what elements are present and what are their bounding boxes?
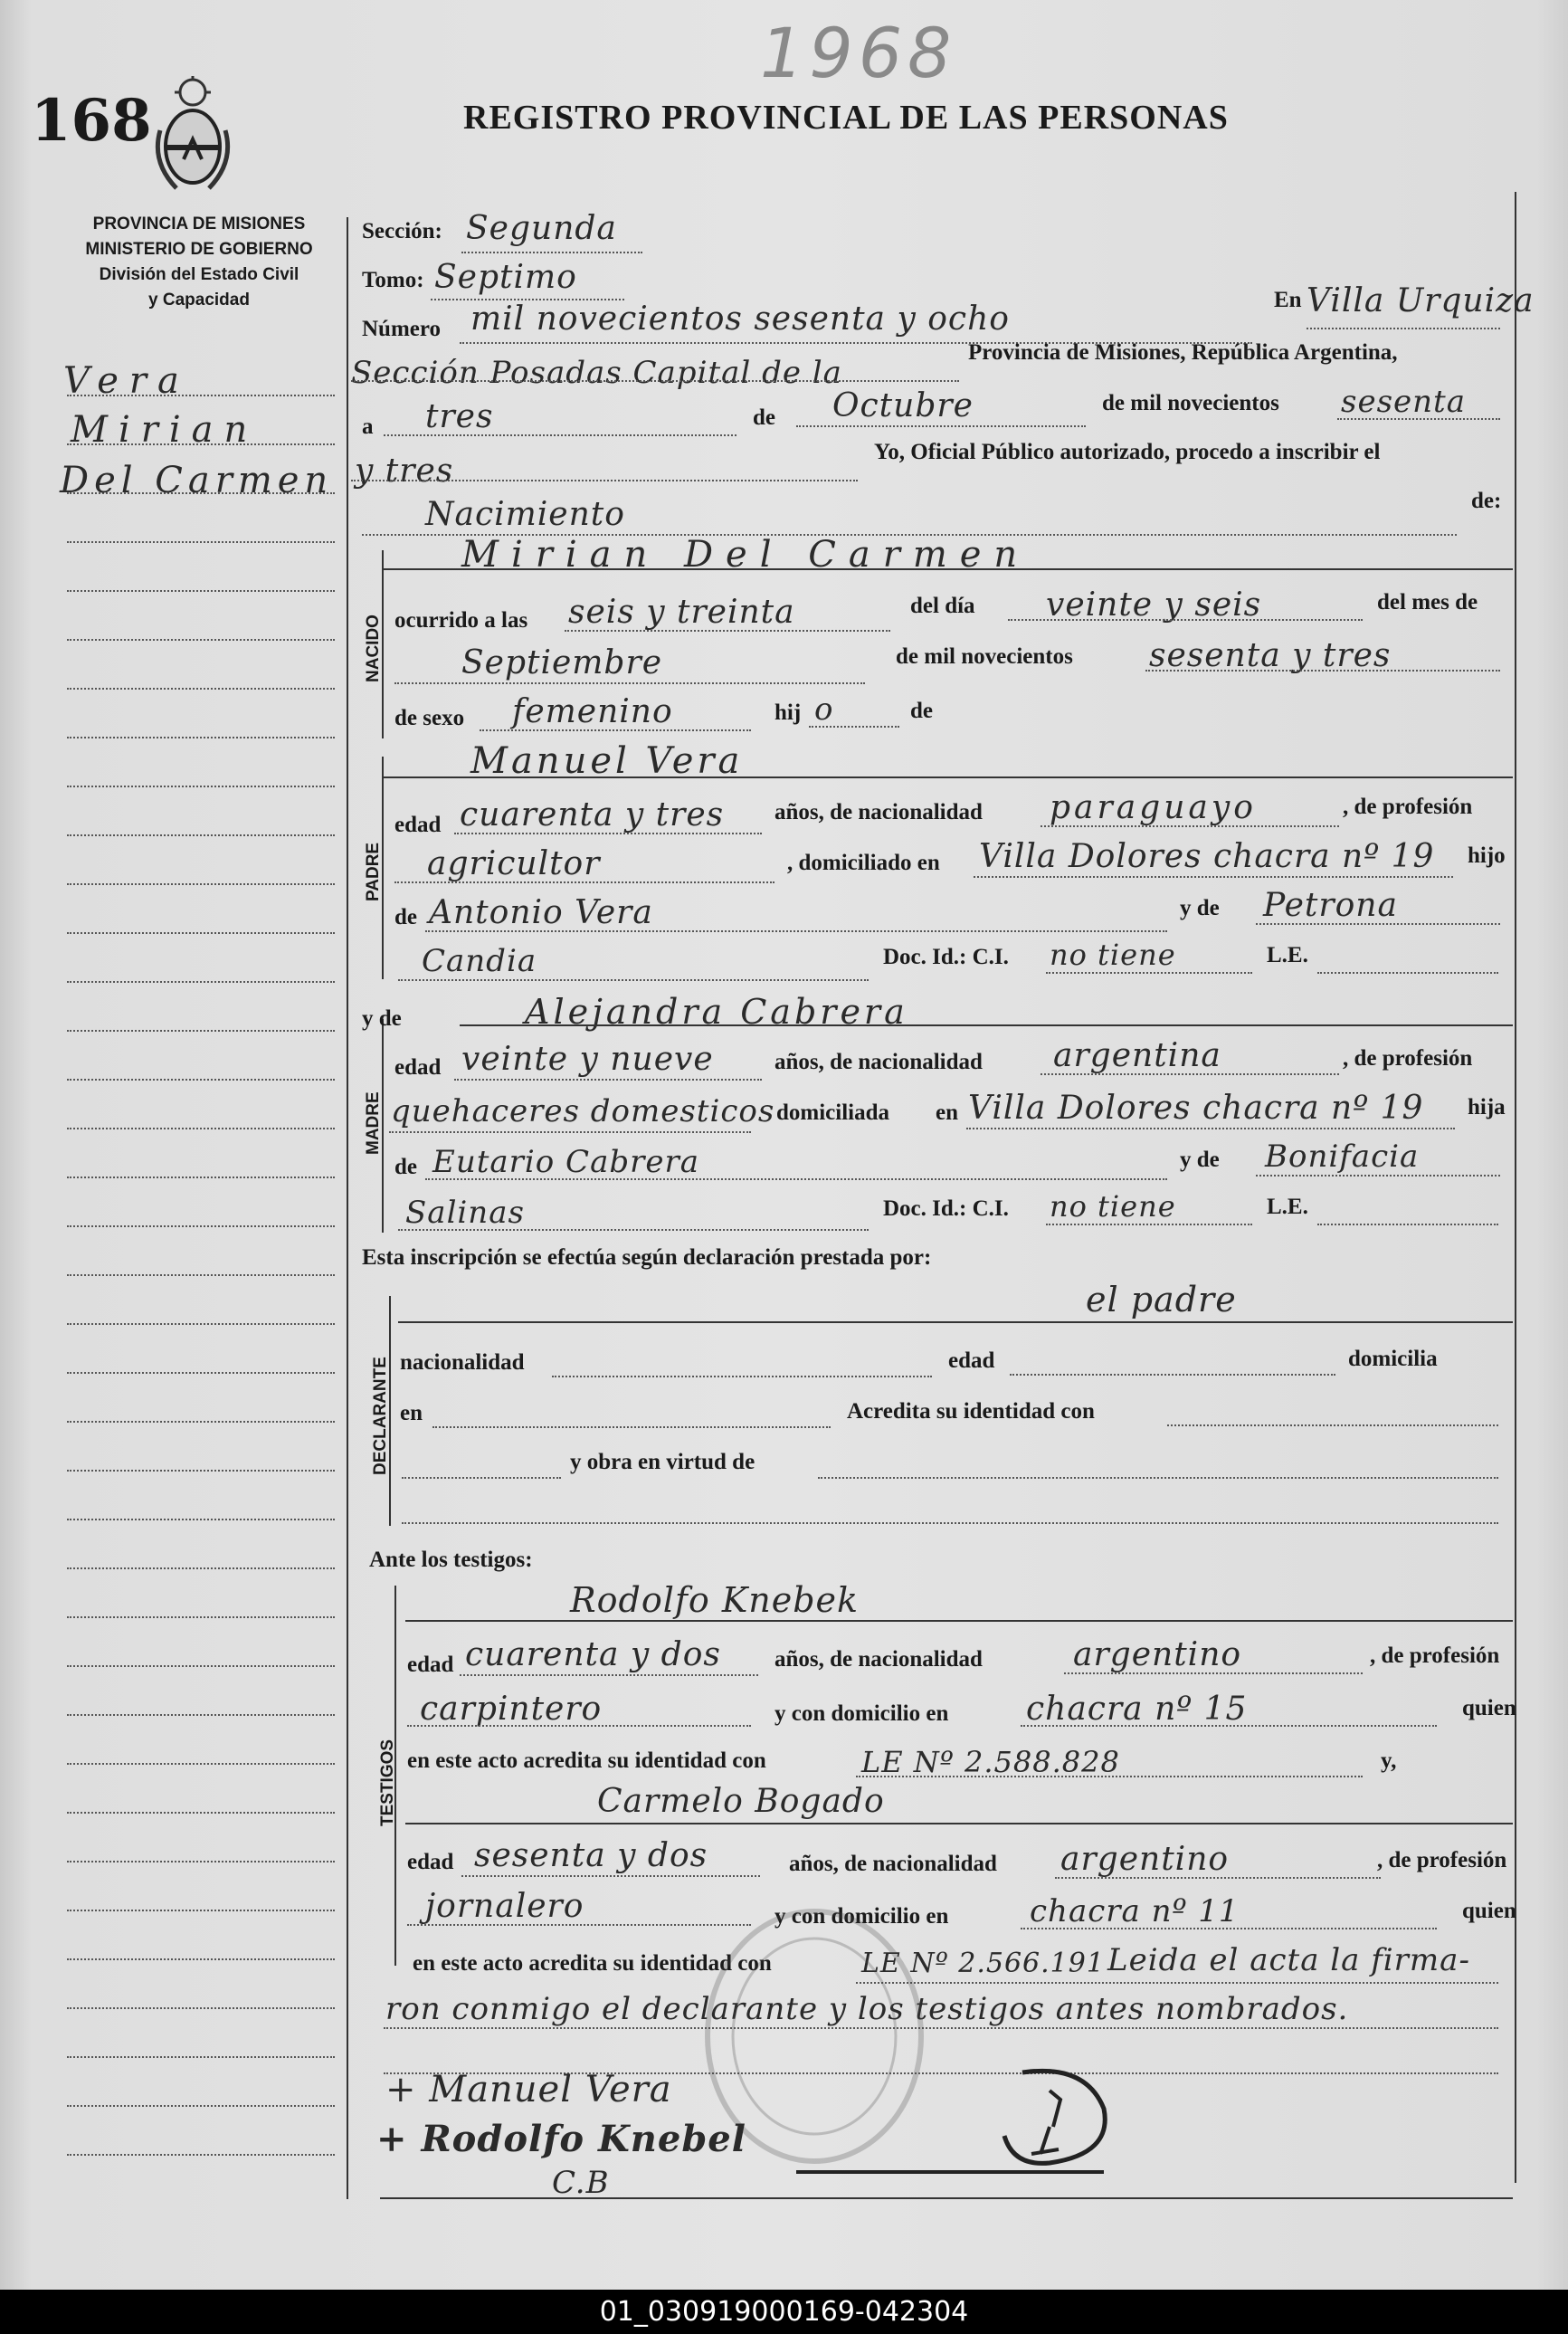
seccion-line: [461, 252, 642, 253]
padre-le-label: L.E.: [1267, 943, 1308, 967]
mil-nac-label: de mil novecientos: [896, 644, 1073, 669]
acto-value: Nacimiento: [425, 496, 625, 533]
anio-value2: y tres: [355, 453, 454, 490]
madre-nombre: Alejandra Cabrera: [525, 992, 908, 1032]
padre-doc-line: [1046, 972, 1252, 974]
madre-profesion-label: , de profesión: [1343, 1046, 1473, 1071]
t2-profesion-value: jornalero: [425, 1888, 584, 1925]
anio-nac-line: [1145, 670, 1500, 672]
de-label: de: [753, 405, 775, 430]
madre-domicilio-line: [966, 1128, 1455, 1129]
margin-ruled-line: [67, 1763, 335, 1765]
padre-madre-value: Petrona: [1263, 887, 1398, 924]
margin-ruled-line: [67, 1812, 335, 1814]
t2-nacionalidad-value: argentino: [1060, 1841, 1230, 1878]
t1-domicilio-value: chacra nº 15: [1026, 1691, 1248, 1728]
declarante-acredita-line: [1167, 1424, 1498, 1426]
madre-padre-line: [425, 1178, 1167, 1180]
padre-madre2-line: [398, 979, 869, 981]
margin-ruled-line: [67, 590, 335, 592]
madre-nacionalidad-value: argentina: [1053, 1037, 1221, 1074]
t2-nacionalidad-line: [1055, 1877, 1381, 1879]
declarante-en-label: en: [400, 1401, 423, 1425]
declarante-domicilia-label: domicilia: [1348, 1347, 1438, 1371]
margin-ruled-line: [67, 688, 335, 690]
mes-value: Octubre: [832, 387, 974, 424]
sexo-line: [480, 729, 751, 731]
margin-ruled-line: [67, 1225, 335, 1227]
padre-edad-line: [454, 833, 762, 834]
t1-acredita-label: en este acto acredita su identidad con: [407, 1748, 766, 1773]
margin-ruled-line: [67, 737, 335, 738]
margin-ruled-line: [67, 2056, 335, 2058]
official-signature-icon: [778, 2036, 1158, 2190]
margin-ruled-line: [67, 1421, 335, 1423]
margin-ruled-line: [67, 1177, 335, 1178]
margin-ruled-line: [67, 1128, 335, 1129]
madre-edad-label: edad: [394, 1055, 442, 1080]
form-right-border: [1515, 192, 1516, 2183]
t2-profesion-label: , de profesión: [1377, 1848, 1507, 1872]
declarante-obra-line: [402, 1477, 561, 1479]
nacido-de-label: de: [910, 699, 933, 723]
margin-ruled-line: [67, 541, 335, 543]
margin-ruled-line: [67, 1470, 335, 1472]
madre-le-label: L.E.: [1267, 1195, 1308, 1219]
declaracion-label: Esta inscripción se efectúa según declaración prestada por:: [362, 1245, 932, 1270]
anio-line: [1337, 418, 1500, 420]
t2-quien-label: quien: [1462, 1899, 1516, 1923]
margin-ruled-line: [67, 1323, 335, 1325]
nacido-top-rule: [382, 568, 1513, 570]
padre-edad-value: cuarenta y tres: [460, 796, 725, 834]
t1-profesion-value: carpintero: [420, 1691, 603, 1728]
t1-doc-line: [856, 1776, 1363, 1777]
mes-line: [796, 425, 1086, 427]
margin-ruled-line: [67, 1274, 335, 1276]
madre-madre-value2: Salinas: [405, 1195, 525, 1231]
madre-edad-value: veinte y nueve: [461, 1041, 714, 1078]
t2-domicilio-line: [1021, 1928, 1437, 1929]
t2-domicilio-label: y con domicilio en: [774, 1904, 949, 1929]
margin-ruled-line: [67, 1079, 335, 1081]
testigos-tag: TESTIGOS: [378, 1739, 397, 1826]
margin-ruled-line: [67, 834, 335, 836]
madre-top-rule: [460, 1024, 1513, 1026]
margin-ruled-line: [67, 883, 335, 885]
signature-rule: [380, 2197, 1513, 2199]
testigos-label: Ante los testigos:: [369, 1548, 533, 1572]
margin-divider: [347, 217, 348, 2199]
declarante-en-line: [432, 1426, 831, 1428]
t1-anios-label: años, de nacionalidad: [774, 1647, 983, 1672]
padre-profesion-line: [394, 881, 774, 883]
anio2-line: [351, 480, 858, 481]
anio-value: sesenta: [1341, 384, 1466, 420]
hora-value: seis y treinta: [568, 594, 795, 631]
en-label: En: [1274, 288, 1302, 312]
ministry-line: MINISTERIO DE GOBIERNO: [85, 240, 313, 259]
firma-testigo: + Rodolfo Knebel: [376, 2118, 746, 2160]
declarante-edad-label: edad: [948, 1348, 995, 1373]
provincia-label: Provincia de Misiones, República Argentina,: [968, 340, 1398, 365]
page-number: 168: [31, 87, 152, 155]
province-header: [54, 212, 344, 313]
cierre-line2-rule: [384, 2027, 1498, 2029]
padre-padre-line: [425, 930, 1167, 932]
padre-hijo-label: hijo: [1468, 843, 1506, 868]
anio-nac-value: sesenta y tres: [1149, 637, 1392, 674]
t2-nombre: Carmelo Bogado: [597, 1783, 885, 1820]
t1-edad-line: [460, 1674, 758, 1676]
dia-nac-line: [1008, 619, 1363, 621]
t1-y-label: y,: [1381, 1748, 1397, 1773]
seccion-value: Segunda: [466, 210, 617, 247]
declarante-top-rule: [398, 1321, 1513, 1323]
del-dia-label: del día: [910, 594, 975, 618]
padre-anios-label: años, de nacionalidad: [774, 800, 983, 824]
declarante-nacionalidad-line: [552, 1376, 932, 1377]
t2-acredita-label: en este acto acredita su identidad con: [413, 1951, 772, 1976]
t1-profesion-label: , de profesión: [1370, 1643, 1500, 1668]
madre-y-de-label: y de: [362, 1006, 402, 1031]
declarante-obra-label: y obra en virtud de: [570, 1450, 755, 1474]
province-line: PROVINCIA DE MISIONES: [92, 214, 306, 233]
cierre-line1-rule: [856, 1982, 1498, 1984]
margin-ruled-line: [67, 1665, 335, 1667]
madre-anios-label: años, de nacionalidad: [774, 1050, 983, 1074]
madre-profesion-line: [389, 1131, 751, 1133]
padre-nombre: Manuel Vera: [470, 740, 744, 782]
del-mes-label: del mes de: [1377, 590, 1478, 614]
margin-ruled-line: [67, 1372, 335, 1374]
margin-ruled-line: [67, 2154, 335, 2156]
padre-tag: PADRE: [364, 842, 383, 901]
seccion-label: Sección:: [362, 219, 442, 243]
margin-ruled-line: [67, 1958, 335, 1960]
cierre-line1: Leida el acta la firma-: [1107, 1942, 1470, 1978]
tomo-label: Tomo:: [362, 268, 424, 292]
a-label: a: [362, 414, 374, 439]
padre-domicilio-label: , domiciliado en: [787, 851, 940, 875]
lugar-value: Sección Posadas Capital de la: [351, 355, 842, 391]
padre-madre-line: [1256, 923, 1500, 925]
hijo-label: hij: [774, 700, 802, 725]
t1-doc-value: LE Nº 2.588.828: [861, 1745, 1120, 1779]
padre-domicilio-value: Villa Dolores chacra nº 19: [979, 838, 1435, 875]
yo-label: Yo, Oficial Público autorizado, procedo a inscribir el: [874, 440, 1381, 464]
margin-ruled-line: [67, 1714, 335, 1716]
declarante-edad-line: [1010, 1374, 1335, 1376]
padre-doc-value: no tiene: [1050, 938, 1176, 972]
margin-ruled-line: [67, 932, 335, 934]
margin-ruled-line: [67, 2007, 335, 2009]
padre-padre-value: Antonio Vera: [429, 894, 653, 931]
capacity-line: y Capacidad: [148, 291, 250, 310]
padre-de-label: de: [394, 905, 417, 929]
t2-edad-line: [461, 1875, 760, 1877]
firma-iniciales: C.B: [552, 2165, 610, 2201]
t1-rule: [405, 1620, 1513, 1622]
madre-domicilio-value: Villa Dolores chacra nº 19: [968, 1090, 1424, 1127]
division-line: División del Estado Civil: [99, 265, 299, 284]
padre-edad-label: edad: [394, 813, 442, 837]
declarante-nombre: el padre: [1086, 1280, 1237, 1319]
declarante-extra-line: [402, 1522, 1498, 1524]
t1-quien-label: quien: [1462, 1696, 1516, 1720]
dia-nac-value: veinte y seis: [1046, 586, 1262, 624]
de-end-label: de:: [1471, 489, 1502, 513]
t1-profesion-line: [407, 1725, 751, 1727]
tomo-value: Septimo: [434, 259, 577, 296]
hora-line: [565, 630, 890, 632]
madre-en-label: en: [936, 1100, 958, 1125]
madre-edad-line: [454, 1079, 762, 1081]
madre-le-line: [1317, 1224, 1498, 1225]
margin-ruled-line: [67, 981, 335, 983]
padre-y-de-label: y de: [1180, 896, 1220, 920]
ocurrido-label: ocurrido a las: [394, 608, 528, 633]
mes-nac-value: Septiembre: [461, 644, 662, 681]
t1-domicilio-label: y con domicilio en: [774, 1701, 949, 1726]
margin-surname: Vera: [63, 360, 190, 402]
madre-madre-value: Bonifacia: [1265, 1138, 1420, 1175]
margin-middle-name: Del Carmen: [60, 460, 334, 501]
margin-ruled-line: [67, 1861, 335, 1862]
margin-ruled-line: [67, 639, 335, 641]
padre-madre-value2: Candia: [422, 943, 537, 979]
declarante-obra-line2: [818, 1477, 1498, 1479]
t1-edad-value: cuarenta y dos: [465, 1636, 721, 1673]
padre-domicilio-line: [974, 876, 1453, 878]
en-line: [1307, 328, 1500, 329]
en-value: Villa Urquiza: [1307, 282, 1535, 319]
dia-line: [384, 434, 736, 436]
sexo-label: de sexo: [394, 706, 465, 730]
numero-label: Número: [362, 317, 442, 341]
madre-doc-line: [1046, 1224, 1252, 1225]
madre-hija-label: hija: [1468, 1095, 1506, 1119]
t2-rule: [405, 1823, 1513, 1824]
hijo-line: [809, 726, 899, 728]
t1-nacionalidad-line: [1064, 1672, 1363, 1674]
page-title: REGISTRO PROVINCIAL DE LAS PERSONAS: [463, 99, 1229, 137]
dia-value: tres: [425, 398, 494, 435]
margin-first-name: Mirian: [71, 409, 259, 451]
t1-domicilio-line: [1021, 1725, 1437, 1727]
t1-edad-label: edad: [407, 1653, 454, 1677]
margin-ruled-line: [67, 1616, 335, 1618]
madre-y-de2-label: y de: [1180, 1148, 1220, 1172]
madre-padre-value: Eutario Cabrera: [432, 1144, 700, 1180]
madre-doc-label: Doc. Id.: C.I.: [883, 1196, 1009, 1221]
t2-domicilio-value: chacra nº 11: [1030, 1893, 1240, 1929]
t2-edad-label: edad: [407, 1850, 454, 1874]
cierre-line2: ron conmigo el declarante y los testigos antes nombrados.: [385, 1991, 1349, 2027]
margin-ruled-line: [67, 1910, 335, 1911]
madre-nacionalidad-line: [1041, 1073, 1339, 1075]
numero-value: mil novecientos sesenta y ocho: [470, 300, 1010, 338]
madre-tag: MADRE: [364, 1091, 383, 1155]
t1-nacionalidad-value: argentino: [1073, 1636, 1242, 1673]
margin-ruled-line: [67, 1567, 335, 1569]
madre-doc-value: no tiene: [1050, 1189, 1176, 1224]
sexo-value: femenino: [512, 693, 673, 730]
madre-madre2-line: [398, 1229, 869, 1231]
madre-profesion-value: quehaceres domesticos: [391, 1093, 775, 1129]
lugar-line: [351, 380, 959, 382]
t2-doc-value: LE Nº 2.566.191: [861, 1948, 1105, 1979]
madre-madre-line: [1256, 1175, 1500, 1177]
t2-edad-value: sesenta y dos: [474, 1837, 708, 1874]
margin-ruled-line: [67, 786, 335, 787]
padre-profesion-value: agricultor: [427, 845, 601, 882]
t2-anios-label: años, de nacionalidad: [789, 1852, 997, 1876]
padre-doc-label: Doc. Id.: C.I.: [883, 945, 1009, 969]
year-stamp: 1968: [760, 13, 957, 93]
firma-padre: + Manuel Vera: [385, 2069, 672, 2110]
image-caption: 01_030919000169-042304: [0, 2290, 1568, 2334]
declarante-nacionalidad-label: nacionalidad: [400, 1350, 525, 1375]
declarante-tag: DECLARANTE: [371, 1357, 390, 1475]
mes-nac-line: [394, 682, 865, 684]
padre-profesion-label: , de profesión: [1343, 795, 1473, 819]
margin-ruled-line: [67, 1519, 335, 1520]
nacido-nombre: Mirian Del Carmen: [461, 534, 1031, 576]
nacido-tag: NACIDO: [364, 614, 383, 682]
hijo-value: o: [814, 691, 834, 728]
padre-top-rule: [382, 776, 1513, 778]
mil-label: de mil novecientos: [1102, 391, 1279, 415]
padre-nacionalidad-line: [1041, 825, 1339, 827]
t1-nombre: Rodolfo Knebek: [570, 1580, 860, 1620]
coat-of-arms-icon: [149, 76, 236, 197]
margin-ruled-line: [67, 1030, 335, 1032]
madre-domicilio-label: domiciliada: [776, 1100, 890, 1125]
declarante-acredita-label: Acredita su identidad con: [847, 1399, 1095, 1424]
madre-de-label: de: [394, 1155, 417, 1179]
padre-nacionalidad-value: paraguayo: [1050, 789, 1257, 826]
margin-ruled-line: [67, 2105, 335, 2107]
padre-le-line: [1317, 972, 1498, 974]
